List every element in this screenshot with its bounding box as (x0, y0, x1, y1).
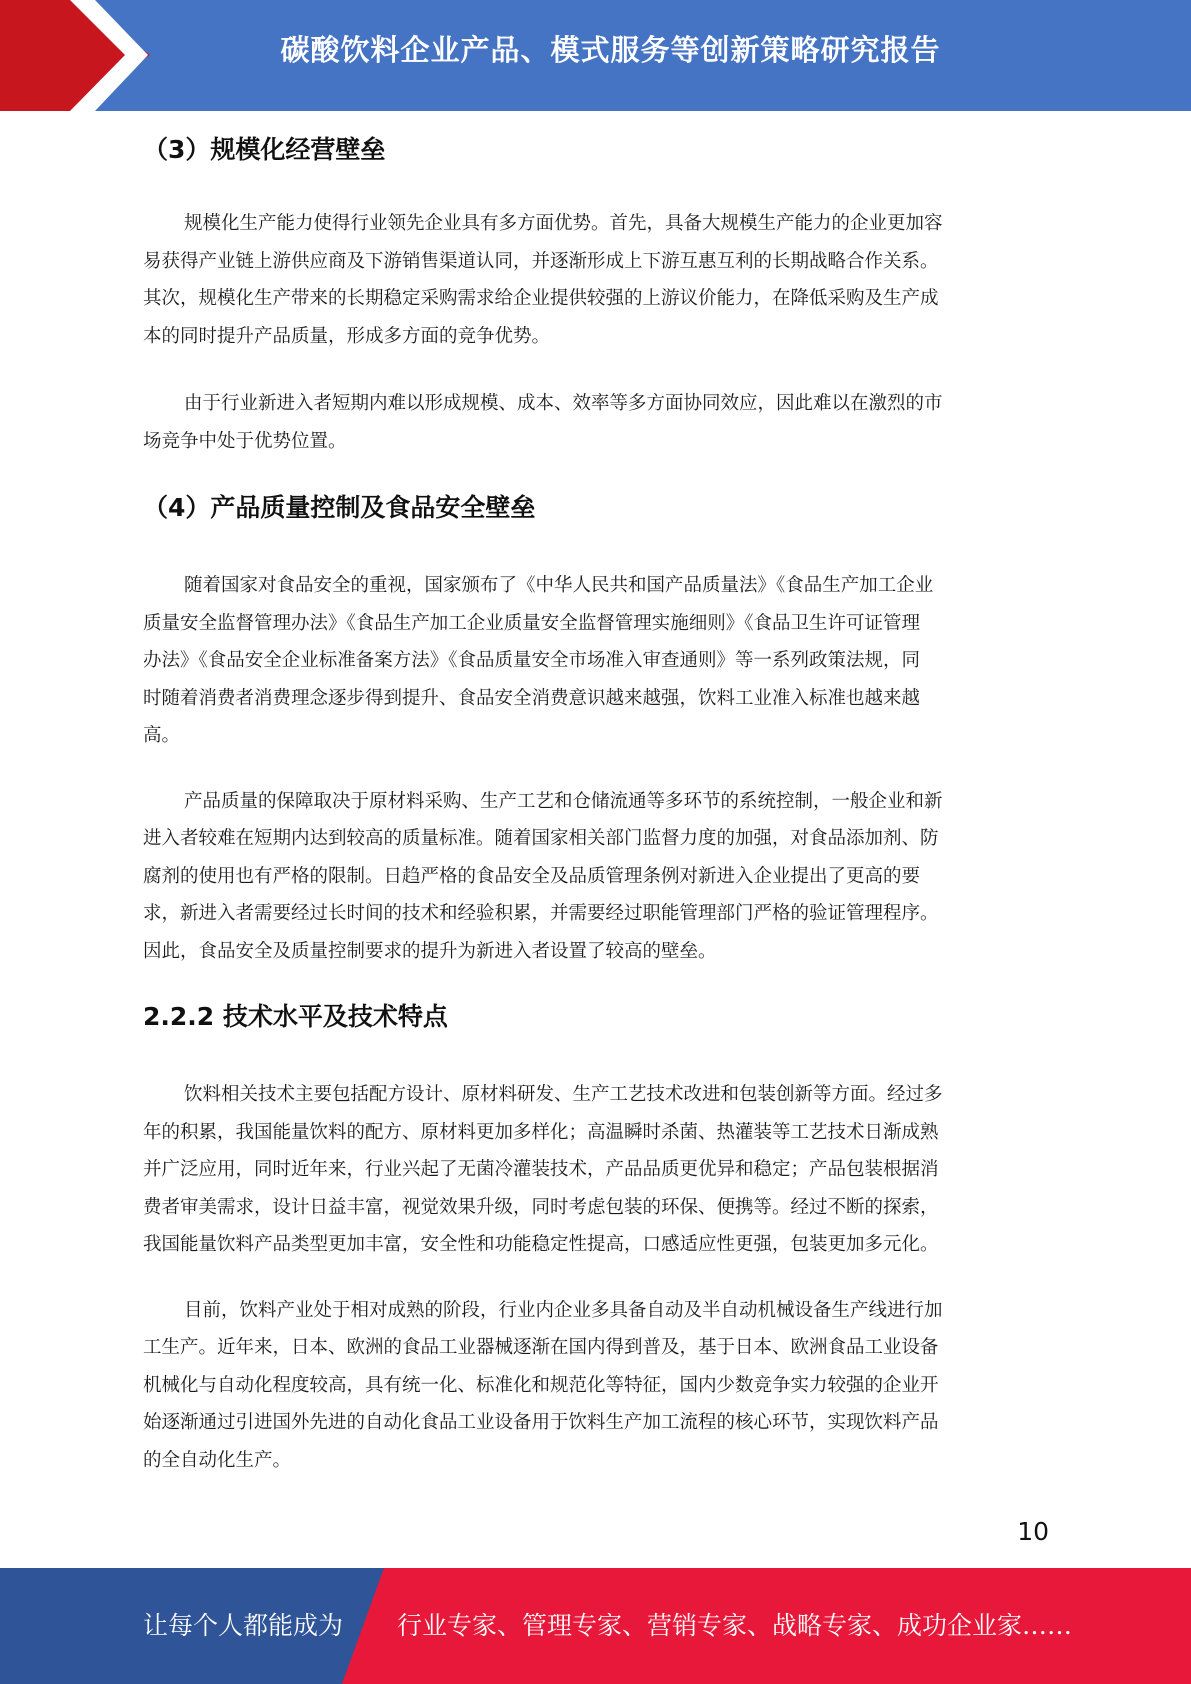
page-footer (0, 1568, 1191, 1684)
footer-slogan-right: 行业专家、管理专家、营销专家、战略专家、成功企业家…… (397, 1611, 1073, 1640)
section-heading-quality-barrier: （4）产品质量控制及食品安全壁垒 (143, 493, 536, 522)
paragraph: 产品质量的保障取决于原材料采购、生产工艺和仓储流通等多环节的系统控制，一般企业和新 进入者较难在短期内达到较高的质量标准。随着国家相关部门监督力度的加强，对食品添加剂、防 腐剂的使用也有严格的限制。日趋严格的食品安全及品质管理条例对新进入企业提出了更高的要 求，新进入者需要经过长时间的技术和经验积累，并需要经过职能管理部门严格的验证管理程序。 因此，食品安全及质量控制要求的提升为新进入者设置了较高的壁垒。 (143, 790, 943, 962)
footer-slogan-left: 让每个人都能成为 (143, 1611, 344, 1640)
paragraph: 随着国家对食品安全的重视，国家颁布了《中华人民共和国产品质量法》《食品生产加工企业 质量安全监督管理办法》《食品生产加工企业质量安全监督管理实施细则》《食品卫生许可证管理 办法》《食品安全企业标准备案方法》《食品质量安全市场准入审查通则》等一系列政策法规，同 时随着消费者消费理念逐步得到提升、食品安全消费意识越来越强，饮料工业准入标准也越来越 高。 (143, 575, 934, 746)
header-title: 碳酸饮料企业产品、模式服务等创新策略研究报告 (280, 33, 941, 67)
page-header (0, 0, 1191, 111)
paragraph: 饮料相关技术主要包括配方设计、原材料研发、生产工艺技术改进和包装创新等方面。经过多 年的积累，我国能量饮料的配方、原材料更加多样化；高温瞬时杀菌、热灌装等工艺技术日渐成熟 并广泛应用，同时近年来，行业兴起了无菌冷灌装技术，产品品质更优异和稳定；产品包装根据消 费者审美需求，设计日益丰富，视觉效果升级，同时考虑包装的环保、便携等。经过不断的探索， 我国能量饮料产品类型更加丰富，安全性和功能稳定性提高，口感适应性更强，包装更加多元化。 (143, 1084, 943, 1255)
paragraph: 目前，饮料产业处于相对成熟的阶段，行业内企业多具备自动及半自动机械设备生产线进行加 工生产。近年来，日本、欧洲的食品工业器械逐渐在国内得到普及，基于日本、欧洲食品工业设备 机械化与自动化程度较高，具有统一化、标准化和规范化等特征，国内少数竞争实力较强的企业开 始逐渐通过引进国外先进的自动化食品工业设备用于饮料生产加工流程的核心环节，实现饮料产品 的全自动化生产。 (143, 1299, 943, 1471)
page-number: 10 (1017, 1517, 1049, 1546)
section-heading-scale-barrier: （3）规模化经营壁垒 (143, 135, 386, 164)
document-body (143, 122, 1048, 1479)
paragraph: 规模化生产能力使得行业领先企业具有多方面优势。首先，具备大规模生产能力的企业更加容 易获得产业链上游供应商及下游销售渠道认同，并逐渐形成上下游互惠互利的长期战略合作关系。 其次，规模化生产带来的长期稳定采购需求给企业提供较强的上游议价能力，在降低采购及生产成 本的同时提升产品质量，形成多方面的竞争优势。 (143, 213, 943, 347)
section-heading-tech-level: 2.2.2 技术水平及技术特点 (143, 1002, 448, 1031)
paragraph: 由于行业新进入者短期内难以形成规模、成本、效率等多方面协同效应，因此难以在激烈的市 场竞争中处于优势位置。 (143, 393, 943, 452)
